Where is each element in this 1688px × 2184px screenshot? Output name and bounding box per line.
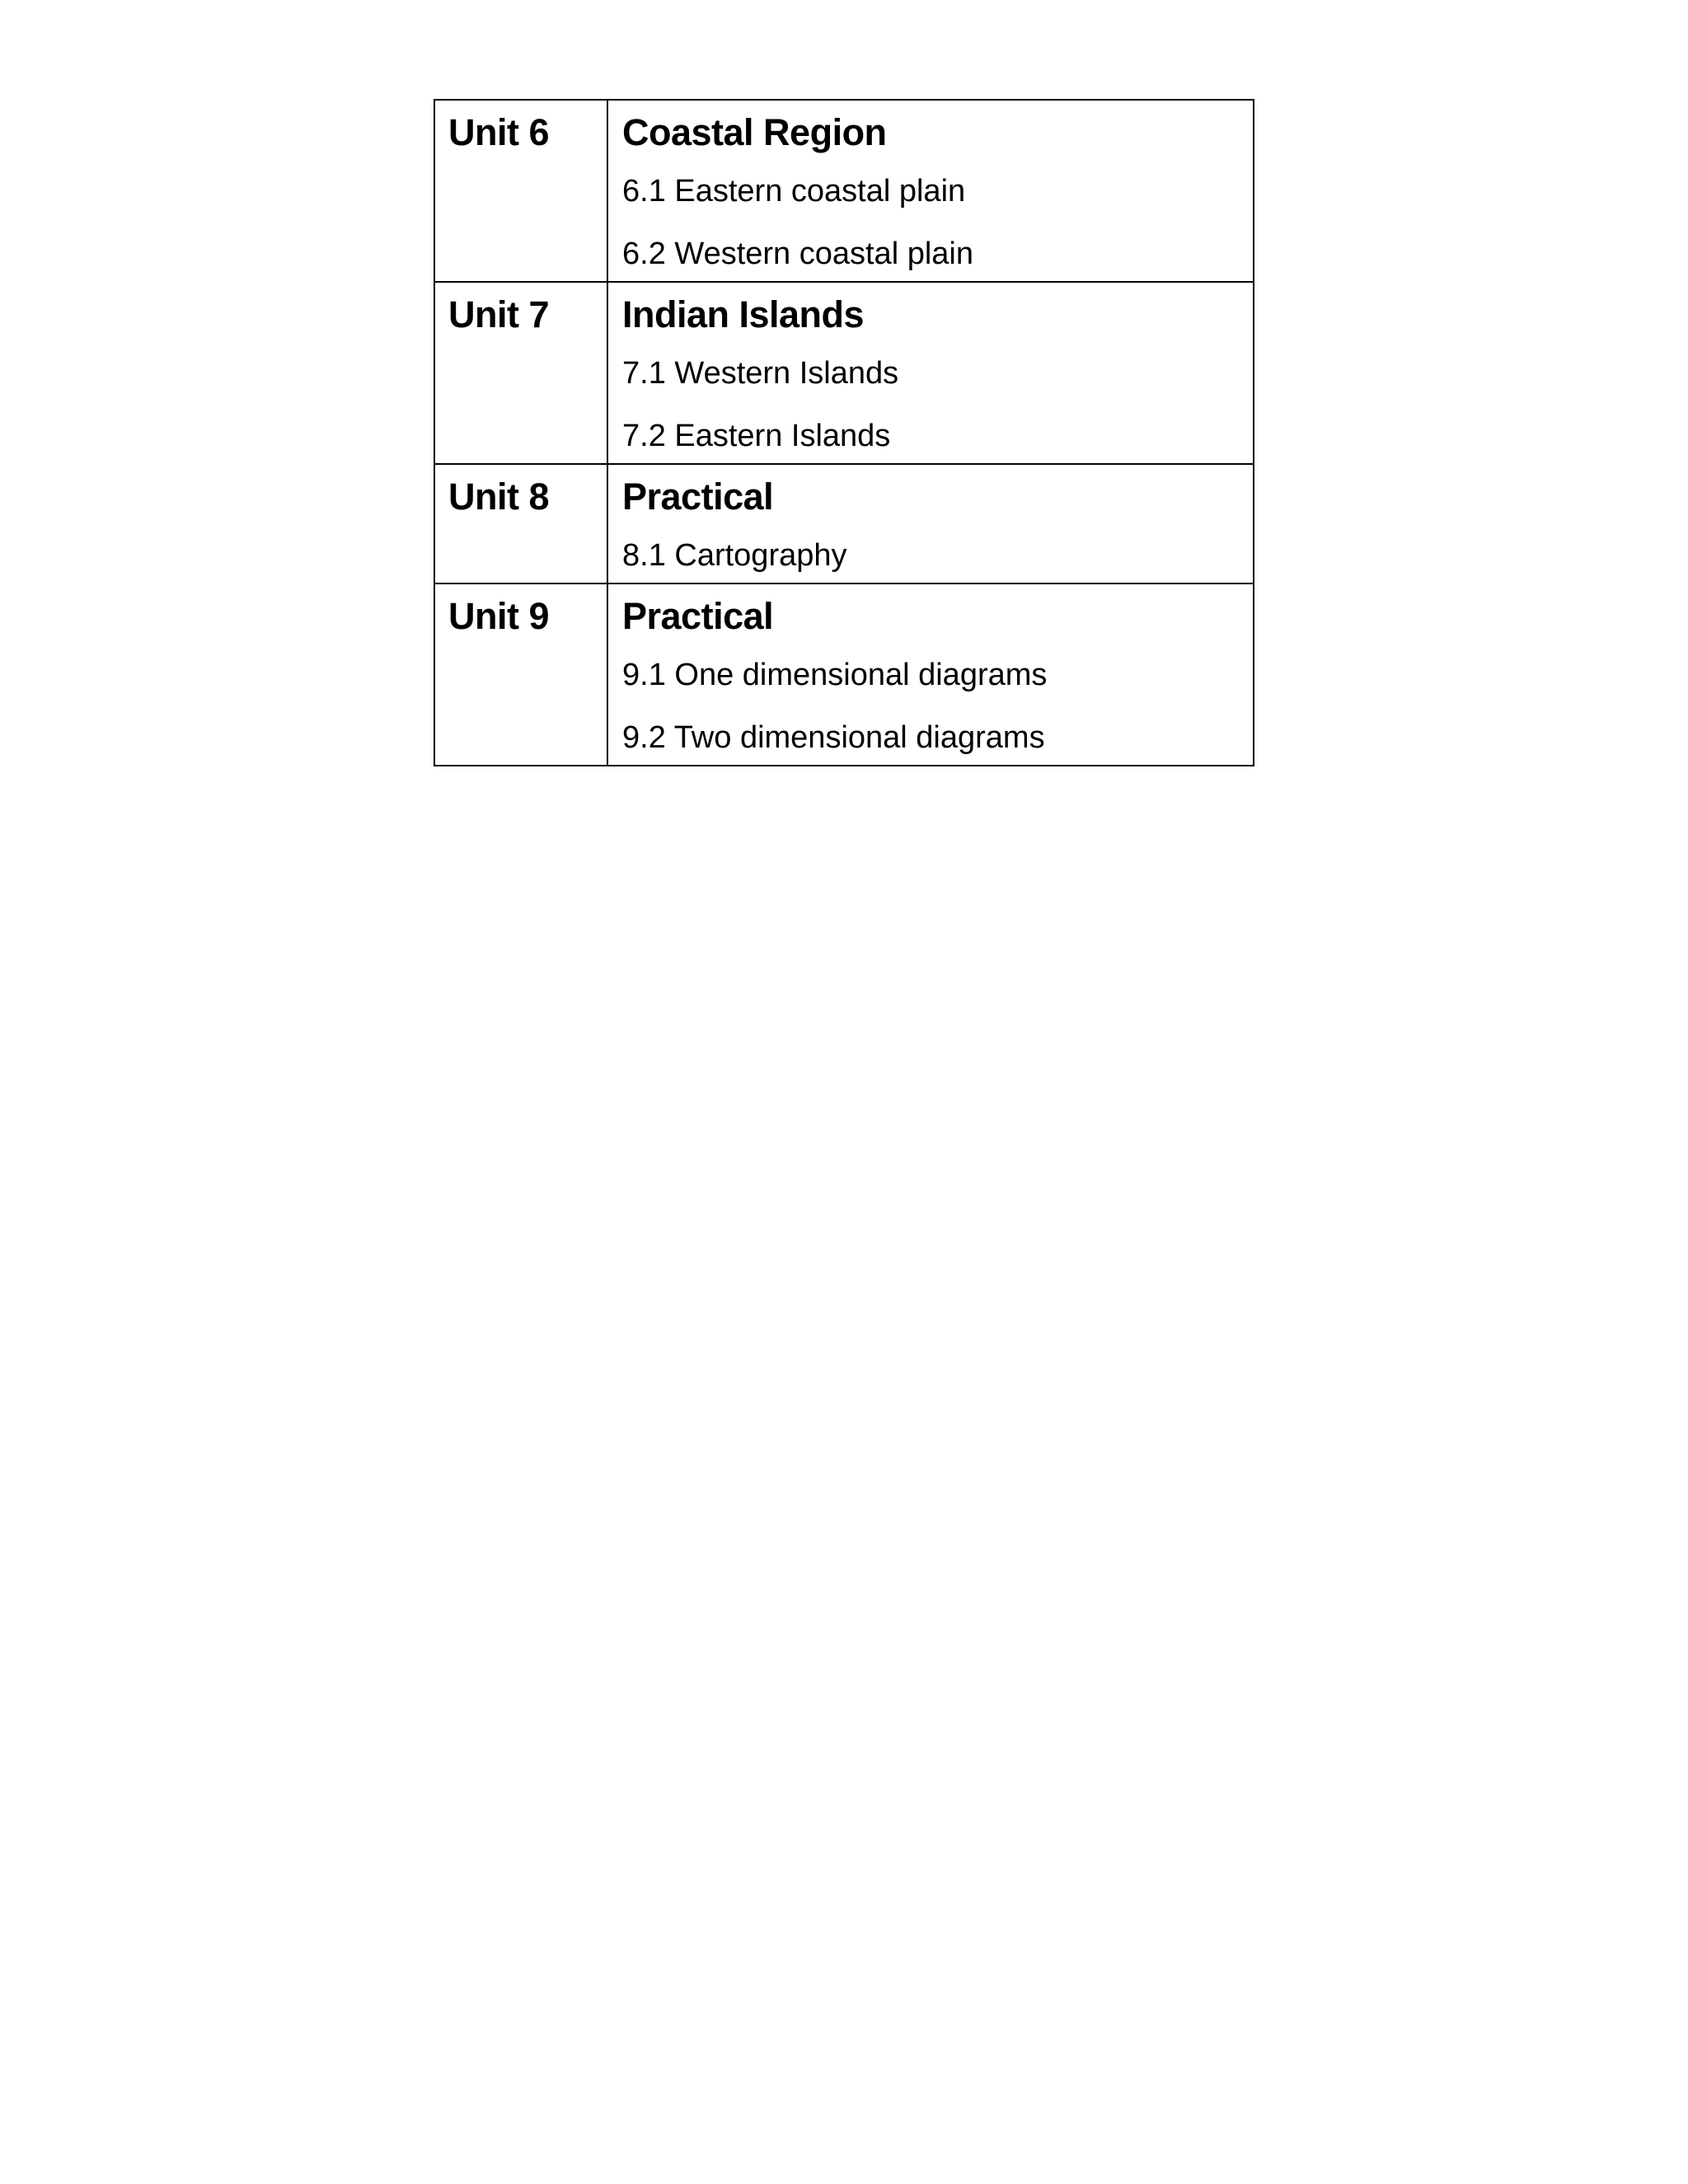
- table-row: [434, 583, 1254, 766]
- topic-title: Practical: [622, 595, 774, 637]
- subtopic-item: 9.2 Two dimensional diagrams: [622, 720, 1045, 755]
- table-row: [434, 100, 1254, 282]
- unit-content: [607, 464, 1254, 583]
- unit-content: [607, 282, 1254, 464]
- unit-content: [607, 100, 1254, 282]
- syllabus-table: [434, 99, 1254, 766]
- unit-label: Unit 9: [434, 583, 607, 766]
- unit-content: [607, 583, 1254, 766]
- subtopic-item: 7.2 Eastern Islands: [622, 419, 891, 453]
- topic-title: Indian Islands: [622, 293, 865, 335]
- unit-label: Unit 8: [434, 464, 607, 583]
- subtopic-item: 9.1 One dimensional diagrams: [622, 658, 1048, 692]
- subtopic-item: 8.1 Cartography: [622, 538, 847, 573]
- table-row: [434, 282, 1254, 464]
- subtopic-item: 7.1 Western Islands: [622, 356, 899, 391]
- table-row: [434, 464, 1254, 583]
- subtopic-item: 6.2 Western coastal plain: [622, 237, 973, 271]
- unit-label: Unit 6: [434, 100, 607, 282]
- subtopic-item: 6.1 Eastern coastal plain: [622, 174, 966, 209]
- unit-label: Unit 7: [434, 282, 607, 464]
- topic-title: Coastal Region: [622, 111, 887, 153]
- topic-title: Practical: [622, 476, 774, 518]
